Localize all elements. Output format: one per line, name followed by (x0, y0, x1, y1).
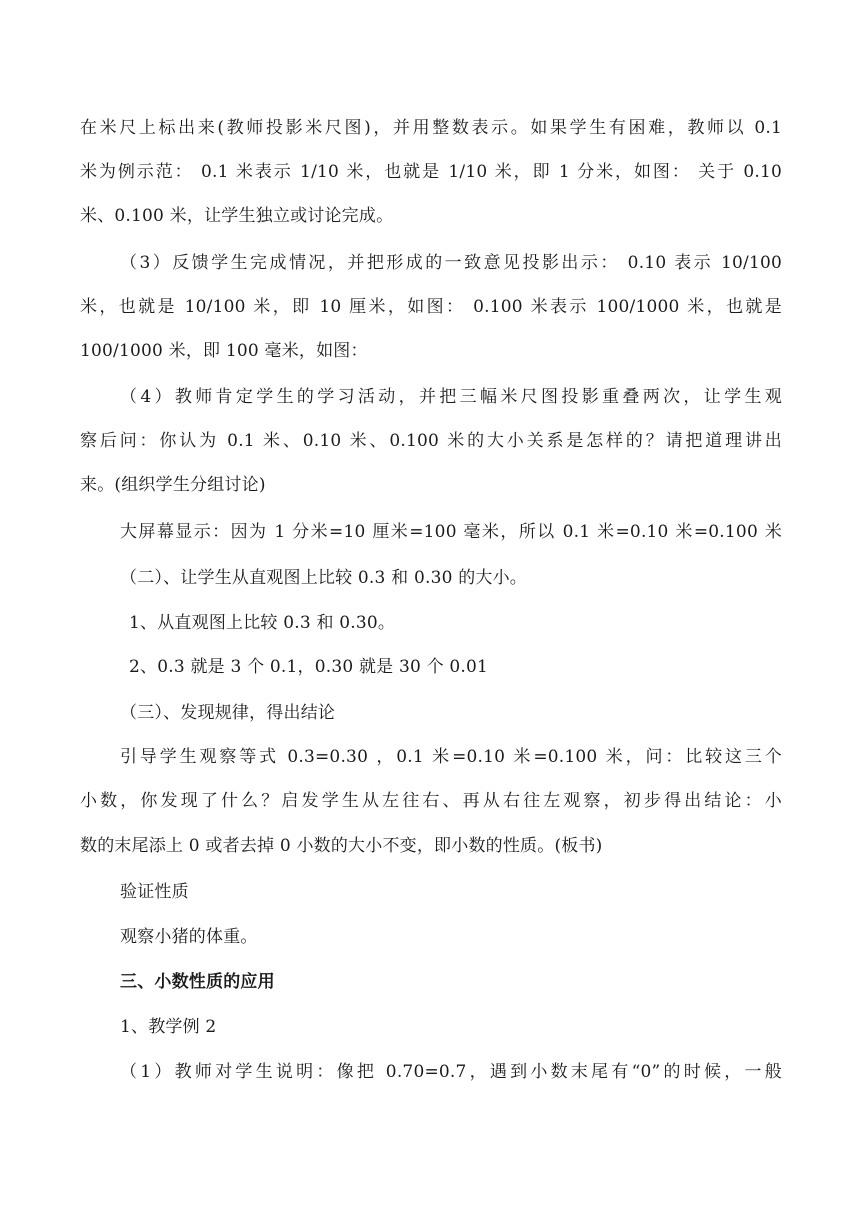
text-line: 引导学生观察等式 0.3=0.30 ，0.1 米=0.10 米=0.100 米，问：比较这三个 (120, 747, 782, 767)
text-line: 察后问：你认为 0.1 米、0.10 米、0.100 米的大小关系是怎样的？请把道理讲出 (80, 431, 782, 451)
text-line: （3）反馈学生完成情况，并把形成的一致意见投影出示： 0.10 表示 10/100 (120, 253, 782, 273)
list-item: 2、0.3 就是 3 个 0.1，0.30 就是 30 个 0.01 (129, 657, 489, 677)
section-heading: （二）、让学生从直观图上比较 0.3 和 0.30 的大小。 (120, 568, 528, 588)
text-line: 小数，你发现了什么？启发学生从左往右、再从右往左观察，初步得出结论：小 (80, 791, 782, 811)
text-line: 来。(组织学生分组讨论) (80, 475, 266, 495)
text-line: 米、0.100 米，让学生独立或讨论完成。 (80, 206, 394, 226)
section-title: 三、小数性质的应用 (120, 972, 275, 992)
text-line: 验证性质 (120, 882, 189, 902)
text-line: 1、教学例 2 (120, 1017, 217, 1037)
text-line: 米为例示范： 0.1 米表示 1/10 米，也就是 1/10 米，即 1 分米，如图： 关于 0.10 (80, 162, 782, 182)
text-line: 在米尺上标出来(教师投影米尺图)，并用整数表示。如果学生有困难，教师以 0.1 (80, 118, 782, 138)
text-line: 大屏幕显示：因为 1 分米=10 厘米=100 毫米，所以 0.1 米=0.10 米=0.100 米 (120, 522, 782, 542)
text-line: 数的末尾添上 0 或者去掉 0 小数的大小不变，即小数的性质。(板书) (80, 836, 603, 856)
text-line: 100/1000 米，即 100 毫米，如图： (80, 341, 368, 361)
text-line: 米，也就是 10/100 米，即 10 厘米，如图： 0.100 米表示 100/1000 米，也就是 (80, 297, 782, 317)
text-line: （1）教师对学生说明：像把 0.70=0.7，遇到小数末尾有“0”的时候，一般 (120, 1062, 782, 1082)
text-line: 观察小猪的体重。 (120, 927, 258, 947)
section-heading: （三）、发现规律，得出结论 (120, 703, 336, 723)
list-item: 1、从直观图上比较 0.3 和 0.30。 (129, 613, 396, 633)
text-line: （4）教师肯定学生的学习活动，并把三幅米尺图投影重叠两次，让学生观 (120, 387, 782, 407)
